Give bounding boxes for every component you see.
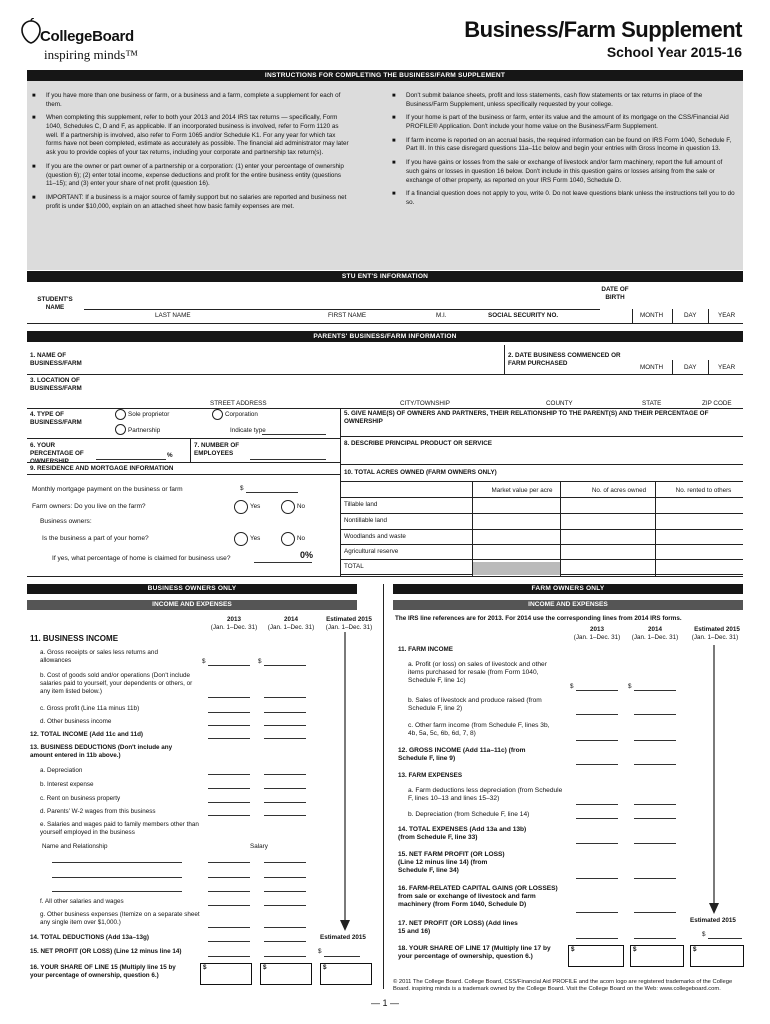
last-name-caption: LAST NAME [155,312,191,319]
biz-11c-2013[interactable] [208,712,250,713]
total-market-shaded [473,562,560,575]
farm-col-2013-range: (Jan. 1–Dec. 31) [573,634,621,641]
street-caption: STREET ADDRESS [210,400,267,407]
school-year: School Year 2015-16 [606,44,742,60]
location-field[interactable] [100,378,740,398]
farm-col-2013: 2013 [589,626,604,633]
indicate-type-label: Indicate type [230,427,266,434]
q1-label: 1. NAME OF BUSINESS/FARM [30,352,82,367]
farm-col-2014: 2014 [647,626,662,633]
employees-field[interactable] [250,459,326,460]
farm-16-2014[interactable] [634,912,676,913]
farm-11a-2014[interactable] [634,690,676,691]
biz-11d-2014[interactable] [264,725,306,726]
q5-label: 5. GIVE NAME(S) OF OWNERS AND PARTNERS, THEIR RELATIONSHIP TO THE PARENT(S) AND THEIR PERCENTAGE OF OWNERSHIP [344,410,709,425]
biz-11a: a. Gross receipts or sales less returns and allowances [40,649,158,664]
farm-arrow-down-icon [709,645,719,915]
biz-11a-2013[interactable] [208,665,250,666]
farm-live-yes-label: Yes [250,503,261,510]
farm-17-dollar: $ [702,931,706,938]
farm-col-2015-range: (Jan. 1–Dec. 31) [691,634,739,641]
acres-row-woodlands[interactable]: Woodlands and waste [340,529,743,544]
ownership-pct-field[interactable] [96,459,166,460]
biz-15-2013[interactable] [208,956,250,957]
farm-q15: 15. NET FARM PROFIT (OR LOSS) (Line 12 minus line 14) (from Schedule F, line 34) [398,851,505,875]
instructions-left [32,92,352,216]
corporation-label: Corporation [225,411,258,418]
biz-13e: e. Salaries and wages paid to family members other than yourself employed in the business [40,821,199,836]
biz-q11: 11. BUSINESS INCOME [30,634,119,643]
biz-11d-2013[interactable] [208,725,250,726]
biz-13f: f. All other salaries and wages [40,898,124,905]
farm-13b-2013[interactable] [576,818,618,819]
farm-q16: 16. FARM-RELATED CAPITAL GAINS (OR LOSSES) from sale or exchange of livestock and farm machinery (from Form 1040, Schedule D) [398,885,558,909]
home-pct-field[interactable] [254,562,312,563]
biz-est-2015-label: Estimated 2015 [320,934,366,941]
q2-label: 2. DATE BUSINESS COMMENCED OR FARM PURCHASED [508,352,621,367]
farm-13b-2014[interactable] [634,818,676,819]
student-name-field[interactable] [84,285,600,309]
farm-col-2015: Estimated 2015 [694,626,740,633]
farm-q13: 13. FARM EXPENSES [398,772,463,779]
rented-header: No. rented to others [675,487,732,494]
farm-15-2014[interactable] [634,878,676,879]
biz-13b: b. Interest expense [40,781,94,788]
farm-13a: a. Farm deductions less depreciation (from Schedule F, lines 10–13 and lines 15–32) [408,787,563,803]
farm-11c-2013[interactable] [576,740,618,741]
farm-15-2013[interactable] [576,878,618,879]
parents-heading: PARENTS' BUSINESS/FARM INFORMATION [27,331,743,342]
biz-15-2014[interactable] [264,956,306,957]
business-heading: BUSINESS OWNERS ONLY [27,584,357,594]
farm-11a: a. Profit (or loss) on sales of livestock and other items purchased for resale (from Form 1040, Schedule F, line 1c) [408,661,547,685]
biz-13c-2014[interactable] [264,802,306,803]
farm-13b: b. Depreciation (from Schedule F, line 14) [408,811,530,818]
state-caption: STATE [642,400,662,407]
zip-caption: ZIP CODE [702,400,732,407]
farm-live-label: Farm owners: Do you live on the farm? [32,503,146,510]
farm-18-box-2013[interactable]: $ [568,945,624,967]
farm-17-2015[interactable] [708,938,742,939]
biz-11d: d. Other business income [40,718,112,725]
mortgage-dollar: $ [240,485,244,492]
first-name-caption: FIRST NAME [328,312,367,319]
biz-13g: g. Other business expenses (Itemize on a separate sheet any single item over $1,000.) [40,911,200,926]
org-name: CollegeBoard [40,28,134,45]
page-number: — 1 — [370,998,399,1008]
farm-11b-2014[interactable] [634,714,676,715]
biz-13d: d. Parents' W-2 wages from this business [40,808,156,815]
biz-14-2013[interactable] [208,941,250,942]
farm-13a-2013[interactable] [576,804,618,805]
inst-right-5: ■ If a financial question does not apply to you, write 0. Do not leave questions blank unless the instructions tell you to do so. [392,190,737,207]
biz-11b-2013[interactable] [208,697,250,698]
home-part-no-label: No [297,535,306,542]
biz-16-box-2013[interactable]: $ [200,963,252,985]
biz-13d-2014[interactable] [264,815,306,816]
county-caption: COUNTY [546,400,573,407]
q8-label: 8. DESCRIBE PRINCIPAL PRODUCT OR SERVICE [344,440,493,447]
biz-col-2013-range: (Jan. 1–Dec. 31) [210,624,258,631]
biz-col-2014: 2014 [283,616,298,623]
mortgage-field[interactable] [246,492,298,493]
acres-row-agricultural[interactable]: Agricultural reserve [340,544,743,559]
farm-q14: 14. TOTAL EXPENSES (Add 13a and 13b) (from Schedule F, line 33) [398,826,527,842]
farm-income-heading: INCOME AND EXPENSES [393,600,743,610]
farm-11b-2013[interactable] [576,714,618,715]
q3-label: 3. LOCATION OF BUSINESS/FARM [30,377,82,392]
salary-caption: Salary [250,843,268,850]
q7-label: 7. NUMBER OF EMPLOYEES [194,442,240,457]
inst-right-2: ■ If your home is part of the business or farm, enter its value and the amount of its mortgage on the CSS/Financial Aid PROFILE® Application. Don't include your home value on the Business/Farm Supplement. [392,114,737,131]
dob-year[interactable]: YEAR [718,312,736,319]
farm-18-box-2015[interactable]: $ [690,945,744,967]
inst-right-4: ■ If you have gains or losses from the sale or exchange of livestock and/or farm machinery, report the full amount of such gains or losses in question 16 below. Don't include in this question gains or losses arising from the sale or exchange of other property, as reported on your IRS Form 1040, Schedule D. [392,159,737,185]
sole-proprietor-label: Sole proprietor [128,411,170,418]
farm-irs-note: The IRS line references are for 2013. For 2014 use the corresponding lines from 2014 IRS forms. [395,615,682,622]
sole-proprietor-radio[interactable] [115,409,126,420]
biz-11c: c. Gross profit (Line 11a minus 11b) [40,705,140,712]
q6-label: 6. YOUR PERCENTAGE OF OWNERSHIP [30,442,84,465]
biz-q16: 16. YOUR SHARE OF LINE 15 (Multiply line 15 by your percentage of ownership, question 6.) [30,964,176,979]
acres-owned-header: No. of acres owned [591,487,647,494]
home-part-no-radio[interactable] [281,532,295,546]
commenced-day[interactable]: DAY [684,364,697,371]
farm-11a-dollar-2014: $ [628,683,632,690]
biz-11a-dollar-2013: $ [202,658,206,665]
ssn-caption: SOCIAL SECURITY NO. [488,312,559,319]
acres-row-nontillable[interactable]: Nontillable land [340,513,743,529]
biz-11a-2014[interactable] [264,665,306,666]
inst-left-2: ■ When completing this supplement, refer to both your 2013 and 2014 IRS tax returns — specifically, Form 1040, Schedules C, D and F, as applicable. If an incorporated business is involved, refer to Form 1120 as well. If a partnership is involved, also refer to Form 1065 and/or Schedule K1. For any year for which tax forms have not been completed, estimate as accurately as possible. The financial aid administrator may later ask you to provide copies of your tax returns, including your corporate and partnership tax return(s). [32,114,352,157]
farm-17-2013[interactable] [576,938,618,939]
farm-q17: 17. NET PROFIT (OR LOSS) (Add lines 15 and 16) [398,920,518,936]
biz-q12: 12. TOTAL INCOME (Add 11c and 11d) [30,731,144,738]
q9-label: 9. RESIDENCE AND MORTGAGE INFORMATION [30,465,174,472]
indicate-type-field[interactable] [262,434,326,435]
home-part-yes-radio[interactable] [234,532,248,546]
farm-q18: 18. YOUR SHARE OF LINE 17 (Multiply line 17 by your percentage of ownership, question 6.) [398,945,551,961]
inst-right-3: ■ If farm income is reported on an accrual basis, the required information can be found on IRS Form 1040, Schedule F, Part III. In this case disregard questions 11a–11c below and begin your entries with Gross Income in question 13. [392,137,737,154]
farm-16-2013[interactable] [576,912,618,913]
farm-12-2014[interactable] [634,764,676,765]
farm-heading: FARM OWNERS ONLY [393,584,743,594]
biz-15-dollar: $ [318,948,322,955]
biz-col-2015: Estimated 2015 [326,616,372,623]
biz-13b-2014[interactable] [264,788,306,789]
business-income-heading: INCOME AND EXPENSES [27,600,357,610]
biz-16-box-2015[interactable]: $ [320,963,372,985]
family-salary-1[interactable] [208,862,250,863]
biz-13a-2014[interactable] [264,774,306,775]
biz-col-2015-range: (Jan. 1–Dec. 31) [325,624,373,631]
farm-live-no-radio[interactable] [281,500,295,514]
biz-16-box-2014[interactable]: $ [260,963,312,985]
farm-11a-2013[interactable] [576,690,618,691]
home-part-label: Is the business a part of your home? [42,535,149,542]
farm-14-2013[interactable] [576,843,618,844]
dob-month[interactable]: MONTH [640,312,664,319]
market-value-header: Market value per acre [491,487,553,494]
biz-15-2015[interactable] [324,956,360,957]
farm-11b: b. Sales of livestock and produce raised (from Schedule F, line 2) [408,697,542,713]
biz-q14: 14. TOTAL DEDUCTIONS (Add 13a–13g) [30,934,149,941]
instructions-heading: INSTRUCTIONS FOR COMPLETING THE BUSINESS/FARM SUPPLEMENT [27,70,743,81]
home-pct-label: If yes, what percentage of home is claimed for business use? [52,555,231,562]
family-name-2[interactable] [52,877,182,878]
home-pct-value[interactable]: 0% [300,550,314,560]
biz-11b-2014[interactable] [264,697,306,698]
farm-q11: 11. FARM INCOME [398,646,453,653]
farm-live-no-label: No [297,503,306,510]
arrow-down-icon [340,632,350,932]
commenced-year[interactable]: YEAR [718,364,736,371]
family-salary-2-2014[interactable] [264,877,306,878]
copyright-note: © 2011 The College Board. College Board, CSS/Financial Aid PROFILE and the acorn logo are registered trademarks of the College Board. inspiring minds is a trademark owned by the College Board. Visit the College Board on the Web: www.collegeboard.com. [393,979,733,993]
biz-col-2014-range: (Jan. 1–Dec. 31) [267,624,315,631]
biz-12-2014[interactable] [264,738,306,739]
biz-13f-2013[interactable] [208,905,250,906]
family-salary-2[interactable] [208,877,250,878]
family-name-3[interactable] [52,891,182,892]
farm-q12: 12. GROSS INCOME (Add 11a–11c) (from Schedule F, line 9) [398,747,526,763]
family-salary-3[interactable] [208,891,250,892]
biz-13c-2013[interactable] [208,802,250,803]
name-relationship-caption: Name and Relationship [42,843,108,850]
inst-left-1: ■ If you have more than one business or farm, or a business and a farm, complete a supplement for each of them. [32,92,352,109]
city-caption: CITY/TOWNSHIP [400,400,450,407]
family-salary-1-2014[interactable] [264,862,306,863]
inst-left-4: ■ IMPORTANT: If a business is a major source of family support but no salaries are reported and business net profit is under $10,000, explain on an attached sheet how basic family expenses are met. [32,194,352,211]
acres-row-total[interactable]: TOTAL [340,559,743,575]
biz-11c-2014[interactable] [264,712,306,713]
tagline: inspiring minds™ [44,47,138,62]
farm-18-box-2014[interactable]: $ [630,945,684,967]
biz-13a: a. Depreciation [40,767,83,774]
biz-14-2014[interactable] [264,941,306,942]
biz-11a-dollar-2014: $ [258,658,262,665]
ownership-pct-sign: % [167,452,173,459]
student-name-label: STUDENT'S NAME [37,296,73,311]
logo [20,18,180,66]
farm-live-yes-radio[interactable] [234,500,248,514]
student-heading: STU ENT'S INFORMATION [27,271,743,282]
biz-13g-2013[interactable] [208,927,250,928]
form-title: Business/Farm Supplement [464,17,742,42]
biz-13a-2013[interactable] [208,774,250,775]
partnership-label: Partnership [128,427,161,434]
business-owners-label: Business owners: [40,518,92,525]
farm-est-2015-label: Estimated 2015 [690,917,736,924]
commenced-month[interactable]: MONTH [640,364,664,371]
q10-label: 10. TOTAL ACRES OWNED (FARM OWNERS ONLY) [344,469,497,476]
farm-12-2013[interactable] [576,764,618,765]
biz-q13: 13. BUSINESS DEDUCTIONS (Don't include any amount entered in 11b above.) [30,744,173,759]
farm-14-2014[interactable] [634,843,676,844]
biz-13c: c. Rent on business property [40,795,121,802]
farm-17-2014[interactable] [634,938,676,939]
instructions-right [392,92,737,213]
acres-row-tillable[interactable]: Tillable land [340,497,743,513]
home-part-yes-label: Yes [250,535,261,542]
biz-11b: b. Cost of goods sold and/or operations (Don't include salaries paid to yourself, your dependents or others, or any item listed below.) [40,672,193,695]
biz-13g-2014[interactable] [264,927,306,928]
inst-right-1: ■ Don't submit balance sheets, profit and loss statements, cash flow statements or tax returns in place of the Business/Farm Supplement, unless specifically requested by your college. [392,92,737,109]
biz-13b-2013[interactable] [208,788,250,789]
farm-13a-2014[interactable] [634,804,676,805]
farm-11c-2014[interactable] [634,740,676,741]
dob-label: DATE OF BIRTH [601,286,629,301]
biz-13f-2014[interactable] [264,905,306,906]
farm-11a-dollar-2013: $ [570,683,574,690]
biz-q15: 15. NET PROFIT (OR LOSS) (Line 12 minus line 14) [30,948,182,955]
mortgage-label: Monthly mortgage payment on the business or farm [32,486,183,493]
dob-day[interactable]: DAY [684,312,697,319]
business-name-field[interactable] [100,350,500,372]
farm-11c: c. Other farm income (from Schedule F, lines 3b, 4b, 5a, 5c, 6b, 6d, 7, 8) [408,722,550,738]
family-name-1[interactable] [52,862,182,863]
inst-left-3: ■ If you are the owner or part owner of a partnership or a corporation: (1) enter your percentage of ownership (question 6); (2) enter total income, expense deductions and profit for the entire business entity (questions 11–15); and (3) enter your share of net profit (question 16). [32,163,352,189]
family-salary-3-2014[interactable] [264,891,306,892]
biz-12-2013[interactable] [208,738,250,739]
acorn-logo-icon [20,18,42,44]
corporation-radio[interactable] [212,409,223,420]
biz-col-2013: 2013 [226,616,241,623]
farm-col-2014-range: (Jan. 1–Dec. 31) [631,634,679,641]
q4-label: 4. TYPE OF BUSINESS/FARM [30,411,82,426]
partnership-radio[interactable] [115,424,126,435]
biz-13d-2013[interactable] [208,815,250,816]
mi-caption: M.I. [436,312,447,319]
